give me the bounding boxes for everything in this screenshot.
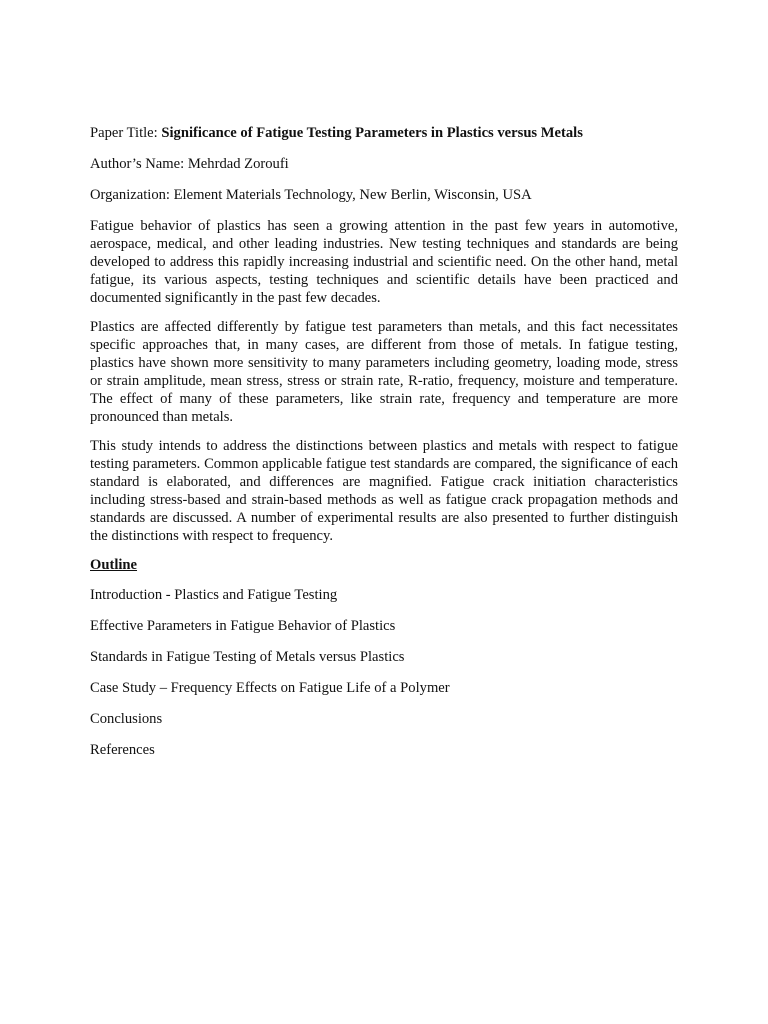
abstract-paragraph: Plastics are affected differently by fatigue test parameters than metals, and this fact necessitates specific approaches that, in many cases, are different from those of metals. In fatigue testing, plastics have shown more sensitivity to many parameters including geometry, loading mode, stress or strain amplitude, mean stress, stress or strain rate, R-ratio, frequency, moisture and temperature. The effect of many of these parameters, like strain rate, frequency and temperature are more pronounced than metals. (90, 319, 678, 425)
outline-item: Introduction - Plastics and Fatigue Testing (90, 587, 338, 603)
author-line (90, 155, 678, 173)
outline-item: Effective Parameters in Fatigue Behavior of Plastics (90, 618, 396, 634)
paper-title: Significance of Fatigue Testing Parameters in Plastics versus Metals (161, 125, 583, 141)
paper-title-line (90, 124, 678, 142)
author-name: Mehrdad Zoroufi (187, 156, 289, 172)
organization-label: Organization: (90, 187, 174, 203)
outline-item: Standards in Fatigue Testing of Metals versus Plastics (90, 649, 405, 665)
author-label: Author’s Name: (90, 156, 188, 172)
outline-item: Conclusions (90, 711, 163, 727)
abstract-paragraph: Fatigue behavior of plastics has seen a growing attention in the past few years in automotive, aerospace, medical, and other leading industries. New testing techniques and standards are being developed to address this rapidly increasing industrial and scientific need. On the other hand, metal fatigue, its various aspects, testing techniques and scientific details have been practiced and documented significantly in the past few decades. (90, 218, 678, 306)
paper-title-label: Paper Title: (90, 125, 162, 141)
abstract-paragraph: This study intends to address the distinctions between plastics and metals with respect to fatigue testing parameters. Common applicable fatigue test standards are compared, the significance of each standard is elaborated, and differences are magnified. Fatigue crack initiation characteristics including stress-based and strain-based methods as well as fatigue crack propagation methods and standards are discussed. A number of experimental results are also presented to further distinguish the distinctions with respect to frequency. (90, 438, 678, 544)
outline-item: References (90, 742, 155, 758)
outline-heading: Outline (90, 557, 138, 573)
outline-item: Case Study – Frequency Effects on Fatigue Life of a Polymer (90, 680, 450, 696)
outline-list (90, 586, 678, 759)
organization-line (90, 186, 678, 204)
document-page (90, 124, 678, 772)
organization-name: Element Materials Technology, New Berlin, Wisconsin, USA (173, 187, 532, 203)
